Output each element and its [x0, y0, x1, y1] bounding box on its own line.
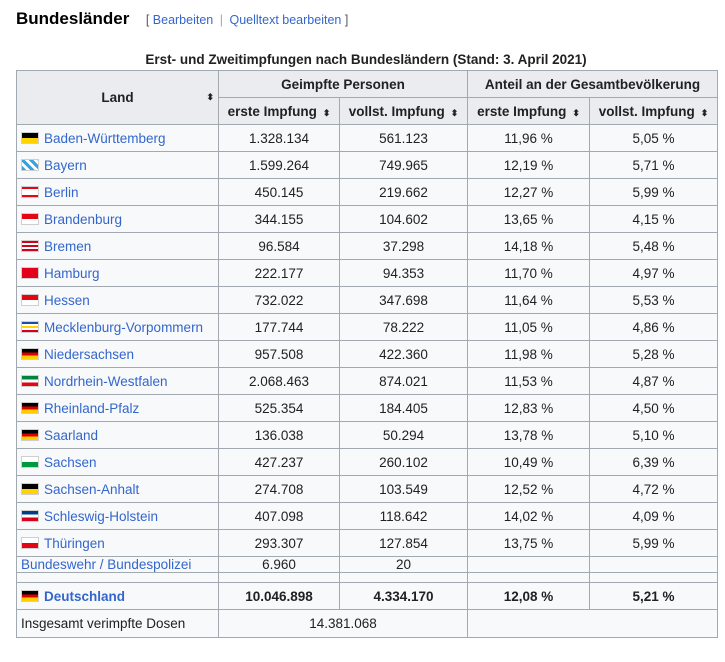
spacer-cell [17, 573, 219, 583]
land-link[interactable]: Sachsen-Anhalt [44, 481, 140, 497]
share-first-cell: 11,98 % [468, 341, 590, 368]
sort-icon[interactable]: ⬍ [572, 107, 580, 118]
full-cell: 422.360 [340, 341, 468, 368]
table-row-bundeswehr [17, 557, 718, 573]
share-full-cell: 5,05 % [590, 125, 718, 152]
edit-link[interactable]: Bearbeiten [152, 13, 214, 27]
full-cell: 4.334.170 [340, 583, 468, 610]
column-header-full-label: vollst. Impfung [348, 103, 445, 119]
share-first-cell: 11,96 % [468, 125, 590, 152]
share-full-cell: 5,10 % [590, 422, 718, 449]
share-first-cell: 14,18 % [468, 233, 590, 260]
land-link[interactable]: Mecklenburg-Vorpommern [44, 319, 204, 335]
flag-sl-icon [21, 429, 39, 441]
flag-th-icon [21, 537, 39, 549]
share-full-cell: 5,99 % [590, 179, 718, 206]
table-row [17, 125, 718, 152]
edit-links [146, 13, 349, 27]
full-cell: 78.222 [340, 314, 468, 341]
doses-empty-cell [468, 610, 718, 638]
land-link-bundeswehr[interactable]: Bundeswehr / Bundespolizei [21, 557, 192, 572]
first-cell: 427.237 [219, 449, 340, 476]
section-title: Bundesländer [16, 9, 130, 28]
share-full-cell: 5,48 % [590, 233, 718, 260]
table-row-total [17, 583, 718, 610]
full-cell: 561.123 [340, 125, 468, 152]
land-link[interactable]: Schleswig-Holstein [44, 508, 159, 524]
flag-bw-icon [21, 132, 39, 144]
share-first-cell: 11,53 % [468, 368, 590, 395]
land-cell [17, 125, 219, 152]
land-cell [17, 341, 219, 368]
share-first-cell: 11,70 % [468, 260, 590, 287]
flag-bb-icon [21, 213, 39, 225]
land-link[interactable]: Bayern [44, 157, 87, 173]
share-first-cell: 14,02 % [468, 503, 590, 530]
land-cell [17, 287, 219, 314]
first-cell: 344.155 [219, 206, 340, 233]
share-full-cell: 5,53 % [590, 287, 718, 314]
first-cell: 10.046.898 [219, 583, 340, 610]
land-cell [17, 260, 219, 287]
flag-sh-icon [21, 510, 39, 522]
table-row [17, 449, 718, 476]
full-cell: 219.662 [340, 179, 468, 206]
land-cell [17, 583, 219, 610]
share-first-cell: 12,19 % [468, 152, 590, 179]
section-heading [16, 9, 348, 29]
land-link-deutschland[interactable]: Deutschland [44, 588, 126, 604]
share-full-cell: 6,39 % [590, 449, 718, 476]
land-link[interactable]: Rheinland-Pfalz [44, 400, 140, 416]
flag-by-icon [21, 159, 39, 171]
vaccination-table [16, 70, 718, 638]
share-first-cell: 12,27 % [468, 179, 590, 206]
flag-he-icon [21, 294, 39, 306]
first-cell: 732.022 [219, 287, 340, 314]
land-cell [17, 233, 219, 260]
share-first-cell: 13,78 % [468, 422, 590, 449]
share-first-cell: 12,08 % [468, 583, 590, 610]
first-cell: 407.098 [219, 503, 340, 530]
spacer-cell [590, 573, 718, 583]
share-first-cell: 11,05 % [468, 314, 590, 341]
full-cell: 104.602 [340, 206, 468, 233]
land-cell [17, 557, 219, 573]
land-link[interactable]: Berlin [44, 184, 79, 200]
share-full-cell: 4,97 % [590, 260, 718, 287]
flag-st-icon [21, 483, 39, 495]
land-link[interactable]: Niedersachsen [44, 346, 135, 362]
flag-de-icon [21, 590, 39, 602]
first-cell: 1.599.264 [219, 152, 340, 179]
first-cell: 274.708 [219, 476, 340, 503]
sort-icon[interactable]: ⬍ [322, 107, 331, 118]
flag-nw-icon [21, 375, 39, 387]
column-header-full[interactable] [340, 98, 468, 125]
share-full-cell: 4,09 % [590, 503, 718, 530]
column-header-first-label: erste Impfung [227, 103, 317, 119]
first-cell: 2.068.463 [219, 368, 340, 395]
column-header-share-first[interactable] [468, 98, 590, 125]
share-full-cell: 4,86 % [590, 314, 718, 341]
edit-source-link[interactable]: Quelltext bearbeiten [229, 13, 342, 27]
share-full-cell [590, 557, 718, 573]
doses-value-cell: 14.381.068 [219, 610, 468, 638]
land-link[interactable]: Hamburg [44, 265, 100, 281]
full-cell: 184.405 [340, 395, 468, 422]
share-full-cell: 4,15 % [590, 206, 718, 233]
share-full-cell: 4,50 % [590, 395, 718, 422]
sort-icon[interactable]: ⬍ [206, 92, 214, 102]
share-first-cell: 10,49 % [468, 449, 590, 476]
flag-hb-icon [21, 240, 39, 252]
share-first-cell: 11,64 % [468, 287, 590, 314]
full-cell: 127.854 [340, 530, 468, 557]
spacer-cell [468, 573, 590, 583]
flag-be-icon [21, 186, 39, 198]
column-header-share-full[interactable] [590, 98, 718, 125]
first-cell: 1.328.134 [219, 125, 340, 152]
doses-label-cell: Insgesamt verimpfte Dosen [17, 610, 219, 638]
table-row [17, 530, 718, 557]
table-row [17, 233, 718, 260]
land-cell [17, 314, 219, 341]
first-cell: 136.038 [219, 422, 340, 449]
share-first-cell: 13,75 % [468, 530, 590, 557]
table-row [17, 422, 718, 449]
share-full-cell: 4,87 % [590, 368, 718, 395]
land-cell [17, 530, 219, 557]
share-first-cell: 12,52 % [468, 476, 590, 503]
land-link[interactable]: Brandenburg [44, 211, 123, 227]
table-row [17, 503, 718, 530]
land-link[interactable]: Hessen [44, 292, 90, 308]
land-cell [17, 368, 219, 395]
land-cell [17, 206, 219, 233]
full-cell: 118.642 [340, 503, 468, 530]
land-link[interactable]: Bremen [44, 238, 92, 254]
share-first-cell: 13,65 % [468, 206, 590, 233]
share-full-cell: 5,99 % [590, 530, 718, 557]
table-row [17, 287, 718, 314]
column-header-land-label: Land [101, 90, 134, 105]
table-row [17, 179, 718, 206]
share-first-cell: 12,83 % [468, 395, 590, 422]
first-cell: 177.744 [219, 314, 340, 341]
land-link[interactable]: Baden-Württemberg [44, 130, 166, 146]
table-row [17, 395, 718, 422]
land-cell [17, 395, 219, 422]
full-cell: 749.965 [340, 152, 468, 179]
flag-ni-icon [21, 348, 39, 360]
column-group-share: Anteil an der Gesamtbevölkerung [468, 71, 718, 98]
table-row [17, 476, 718, 503]
sort-icon[interactable]: ⬍ [450, 107, 459, 118]
flag-sn-icon [21, 456, 39, 468]
table-row [17, 260, 718, 287]
full-cell: 20 [340, 557, 468, 573]
share-first-cell [468, 557, 590, 573]
first-cell: 293.307 [219, 530, 340, 557]
share-full-cell: 5,21 % [590, 583, 718, 610]
spacer-cell [219, 573, 340, 583]
full-cell: 94.353 [340, 260, 468, 287]
table-row-doses [17, 610, 718, 638]
land-link[interactable]: Sachsen [44, 454, 97, 470]
full-cell: 103.549 [340, 476, 468, 503]
land-cell [17, 476, 219, 503]
spacer-row [17, 573, 718, 583]
first-cell: 450.145 [219, 179, 340, 206]
column-header-first[interactable] [219, 98, 340, 125]
first-cell: 96.584 [219, 233, 340, 260]
flag-mv-icon [21, 321, 39, 333]
column-header-land[interactable] [17, 71, 219, 125]
sort-icon[interactable]: ⬍ [700, 107, 709, 118]
full-cell: 37.298 [340, 233, 468, 260]
land-cell [17, 503, 219, 530]
share-full-cell: 5,28 % [590, 341, 718, 368]
column-group-vaccinated: Geimpfte Personen [219, 71, 468, 98]
land-link[interactable]: Nordrhein-Westfalen [44, 373, 168, 389]
edit-bracket-open: [ [145, 13, 150, 27]
table-row [17, 368, 718, 395]
first-cell: 957.508 [219, 341, 340, 368]
land-link[interactable]: Saarland [44, 427, 99, 443]
land-cell [17, 152, 219, 179]
first-cell: 525.354 [219, 395, 340, 422]
full-cell: 50.294 [340, 422, 468, 449]
table-caption: Erst- und Zweitimpfungen nach Bundesländern (Stand: 3. April 2021) [145, 52, 587, 67]
full-cell: 260.102 [340, 449, 468, 476]
flag-hh-icon [21, 267, 39, 279]
flag-rp-icon [21, 402, 39, 414]
full-cell: 347.698 [340, 287, 468, 314]
column-header-share-full-label: vollst. Impfung [598, 103, 695, 119]
land-link[interactable]: Thüringen [44, 535, 105, 551]
table-row [17, 152, 718, 179]
column-header-share-first-label: erste Impfung [477, 103, 567, 119]
edit-separator: | [219, 13, 223, 27]
table-row [17, 341, 718, 368]
edit-bracket-close: ] [344, 13, 349, 27]
first-cell: 222.177 [219, 260, 340, 287]
state-rows [17, 125, 718, 557]
full-cell: 874.021 [340, 368, 468, 395]
first-cell: 6.960 [219, 557, 340, 573]
land-cell [17, 422, 219, 449]
land-cell [17, 179, 219, 206]
spacer-cell [340, 573, 468, 583]
table-row [17, 314, 718, 341]
share-full-cell: 5,71 % [590, 152, 718, 179]
share-full-cell: 4,72 % [590, 476, 718, 503]
table-row [17, 206, 718, 233]
land-cell [17, 449, 219, 476]
